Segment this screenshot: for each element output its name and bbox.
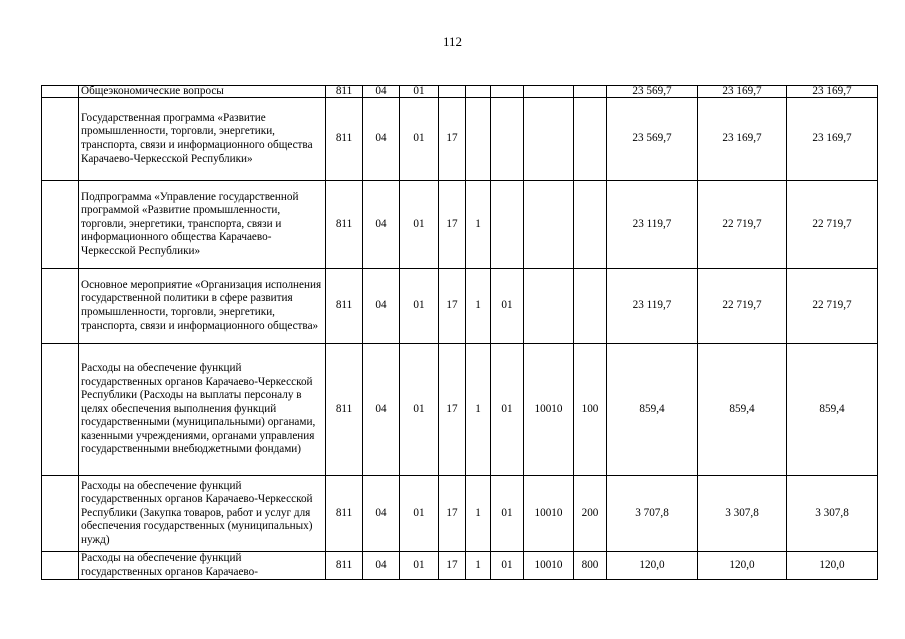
- event-code: [491, 181, 524, 269]
- gar-code: 811: [326, 269, 363, 344]
- expense-type-code: 200: [574, 476, 607, 552]
- sum-year-1: 3 707,8: [607, 476, 698, 552]
- subprogram-code: [466, 86, 491, 98]
- program-code: 17: [439, 552, 466, 580]
- expense-type-code: [574, 269, 607, 344]
- event-code: [491, 98, 524, 181]
- row-name: Общеэкономические вопросы: [79, 86, 326, 98]
- table-row: [42, 269, 878, 344]
- section-code: 04: [363, 552, 400, 580]
- subsection-code: 01: [400, 98, 439, 181]
- sum-year-2: 22 719,7: [698, 269, 787, 344]
- subprogram-code: 1: [466, 181, 491, 269]
- expense-type-code: [574, 98, 607, 181]
- section-code: 04: [363, 86, 400, 98]
- table-row: [42, 344, 878, 476]
- direction-code: [524, 98, 574, 181]
- event-code: 01: [491, 269, 524, 344]
- blank-cell: [42, 552, 79, 580]
- subprogram-code: 1: [466, 344, 491, 476]
- sum-year-2: 859,4: [698, 344, 787, 476]
- direction-code: 10010: [524, 344, 574, 476]
- sum-year-1: 23 119,7: [607, 181, 698, 269]
- gar-code: 811: [326, 86, 363, 98]
- subsection-code: 01: [400, 476, 439, 552]
- program-code: 17: [439, 344, 466, 476]
- event-code: 01: [491, 344, 524, 476]
- program-code: 17: [439, 269, 466, 344]
- blank-cell: [42, 269, 79, 344]
- subsection-code: 01: [400, 181, 439, 269]
- direction-code: [524, 86, 574, 98]
- blank-cell: [42, 181, 79, 269]
- expense-type-code: [574, 181, 607, 269]
- row-name: Подпрограмма «Управление государственной программой «Развитие промышленности, торговли, энергетики, транспорта, связи и информационного общества Карачаево-Черкесской Республики»: [79, 181, 326, 269]
- gar-code: 811: [326, 552, 363, 580]
- program-code: 17: [439, 98, 466, 181]
- table-row: [42, 552, 878, 580]
- row-name: Расходы на обеспечение функций государственных органов Карачаево-Черкесской Республики (Расходы на выплаты персоналу в целях обеспечения выполнения функций государственными (муниципальными) органами, казенными учреждениями, органами управления государственными внебюджетными фондами): [79, 344, 326, 476]
- sum-year-1: 120,0: [607, 552, 698, 580]
- expense-type-code: 800: [574, 552, 607, 580]
- section-code: 04: [363, 98, 400, 181]
- blank-cell: [42, 344, 79, 476]
- expense-type-code: [574, 86, 607, 98]
- table-row: [42, 98, 878, 181]
- sum-year-3: 120,0: [787, 552, 878, 580]
- gar-code: 811: [326, 344, 363, 476]
- blank-cell: [42, 86, 79, 98]
- sum-year-3: 23 169,7: [787, 86, 878, 98]
- gar-code: 811: [326, 476, 363, 552]
- program-code: [439, 86, 466, 98]
- subsection-code: 01: [400, 269, 439, 344]
- subprogram-code: [466, 98, 491, 181]
- table-row: [42, 86, 878, 98]
- subprogram-code: 1: [466, 269, 491, 344]
- subsection-code: 01: [400, 344, 439, 476]
- sum-year-2: 120,0: [698, 552, 787, 580]
- section-code: 04: [363, 181, 400, 269]
- sum-year-1: 23 569,7: [607, 98, 698, 181]
- sum-year-1: 23 119,7: [607, 269, 698, 344]
- blank-cell: [42, 98, 79, 181]
- row-name: Государственная программа «Развитие промышленности, торговли, энергетики, транспорта, связи и информационного общества Карачаево-Черкесской Республики»: [79, 98, 326, 181]
- row-name: Расходы на обеспечение функций государственных органов Карачаево-Черкесской Республики (Закупка товаров, работ и услуг для обеспечения государственных (муниципальных) нужд): [79, 476, 326, 552]
- sum-year-1: 23 569,7: [607, 86, 698, 98]
- sum-year-2: 22 719,7: [698, 181, 787, 269]
- gar-code: 811: [326, 181, 363, 269]
- page-number: 112: [442, 34, 463, 49]
- direction-code: 10010: [524, 476, 574, 552]
- sum-year-1: 859,4: [607, 344, 698, 476]
- subprogram-code: 1: [466, 552, 491, 580]
- sum-year-2: 23 169,7: [698, 98, 787, 181]
- expense-type-code: 100: [574, 344, 607, 476]
- sum-year-3: 859,4: [787, 344, 878, 476]
- blank-cell: [42, 476, 79, 552]
- sum-year-3: 22 719,7: [787, 269, 878, 344]
- sum-year-3: 23 169,7: [787, 98, 878, 181]
- subsection-code: 01: [400, 86, 439, 98]
- event-code: 01: [491, 552, 524, 580]
- section-code: 04: [363, 344, 400, 476]
- row-name: Расходы на обеспечение функций государственных органов Карачаево-: [79, 552, 326, 580]
- table-row: [42, 476, 878, 552]
- program-code: 17: [439, 181, 466, 269]
- table-row: [42, 181, 878, 269]
- event-code: [491, 86, 524, 98]
- budget-table: [41, 85, 878, 580]
- row-name: Основное мероприятие «Организация исполнения государственной политики в сфере развития промышленности, торговли, энергетики, транспорта, связи и информационного общества»: [79, 269, 326, 344]
- direction-code: 10010: [524, 552, 574, 580]
- sum-year-3: 22 719,7: [787, 181, 878, 269]
- direction-code: [524, 181, 574, 269]
- gar-code: 811: [326, 98, 363, 181]
- program-code: 17: [439, 476, 466, 552]
- sum-year-2: 3 307,8: [698, 476, 787, 552]
- section-code: 04: [363, 269, 400, 344]
- direction-code: [524, 269, 574, 344]
- sum-year-2: 23 169,7: [698, 86, 787, 98]
- section-code: 04: [363, 476, 400, 552]
- subprogram-code: 1: [466, 476, 491, 552]
- subsection-code: 01: [400, 552, 439, 580]
- sum-year-3: 3 307,8: [787, 476, 878, 552]
- event-code: 01: [491, 476, 524, 552]
